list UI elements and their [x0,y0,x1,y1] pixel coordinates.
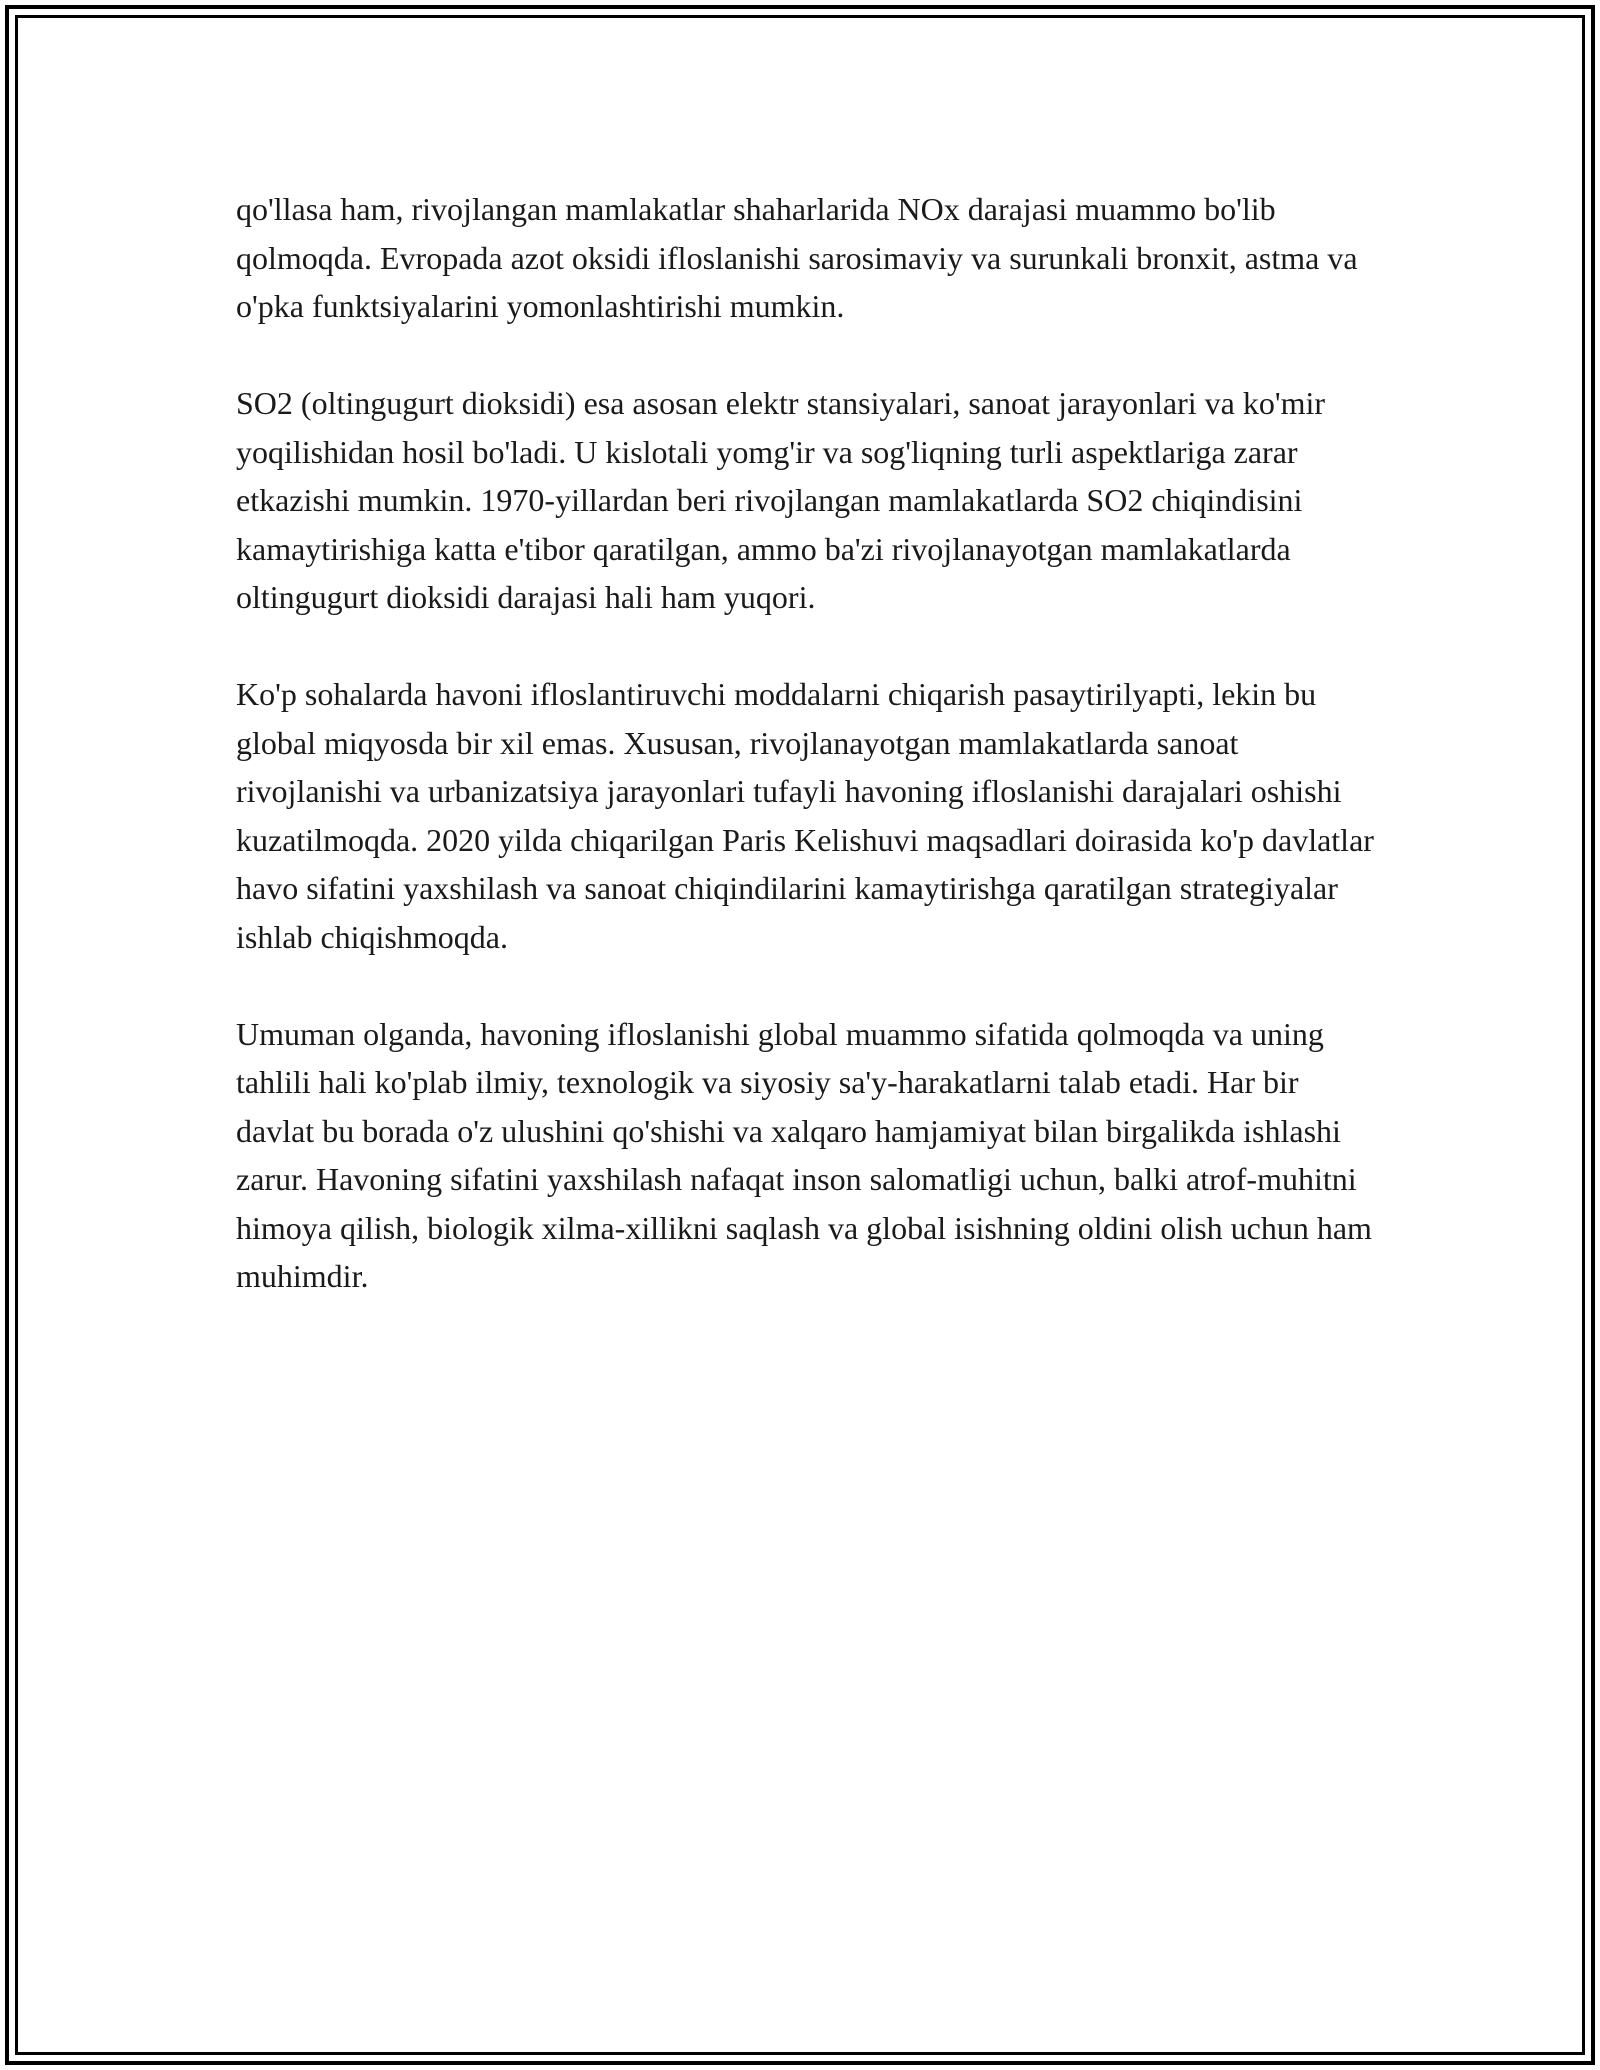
document-body [236,185,1376,1349]
paragraph-so2: SO2 (oltingugurt dioksidi) esa asosan elektr stansiyalari, sanoat jarayonlari va ko'mir yoqilishidan hosil bo'ladi. U kislotali yomg'ir va sog'liqning turli aspektlariga zarar etkazishi mumkin. 1970-yillardan beri rivojlangan mamlakatlarda SO2 chiqindisini kamaytirishiga katta e'tibor qaratilgan, ammo ba'zi rivojlanayotgan mamlakatlarda oltingugurt dioksidi darajasi hali ham yuqori. [236,385,1326,615]
paragraph-nox: qo'llasa ham, rivojlangan mamlakatlar shaharlarida NOx darajasi muammo bo'lib qolmoqda. Evropada azot oksidi ifloslanishi sarosimaviy va surunkali bronxit, astma va o'pka funktsiyalarini yomonlashtirishi mumkin. [236,191,1358,324]
paragraph-conclusion: Umuman olganda, havoning ifloslanishi global muammo sifatida qolmoqda va uning tahlili hali ko'plab ilmiy, texnologik va siyosiy sa'y-harakatlarni talab etadi. Har bir davlat bu borada o'z ulushini qo'shishi va xalqaro hamjamiyat bilan birgalikda ishlashi zarur. Havoning sifatini yaxshilash nafaqat inson salomatligi uchun, balki atrof-muhitni himoya qilish, biologik xilma-xillikni saqlash va global isishning oldini olish uchun ham muhimdir. [236,1015,1372,1294]
paragraph-emissions: Ko'p sohalarda havoni ifloslantiruvchi moddalarni chiqarish pasaytirilyapti, lekin bu global miqyosda bir xil emas. Xususan, rivojlanayotgan mamlakatlarda sanoat rivojlanishi va urbanizatsiya jarayonlari tufayli havoning ifloslanishi darajalari oshishi kuzatilmoqda. 2020 yilda chiqarilgan Paris Kelishuvi maqsadlari doirasida ko'p davlatlar havo sifatini yaxshilash va sanoat chiqindilarini kamaytirishga qaratilgan strategiyalar ishlab chiqishmoqda. [236,676,1374,955]
